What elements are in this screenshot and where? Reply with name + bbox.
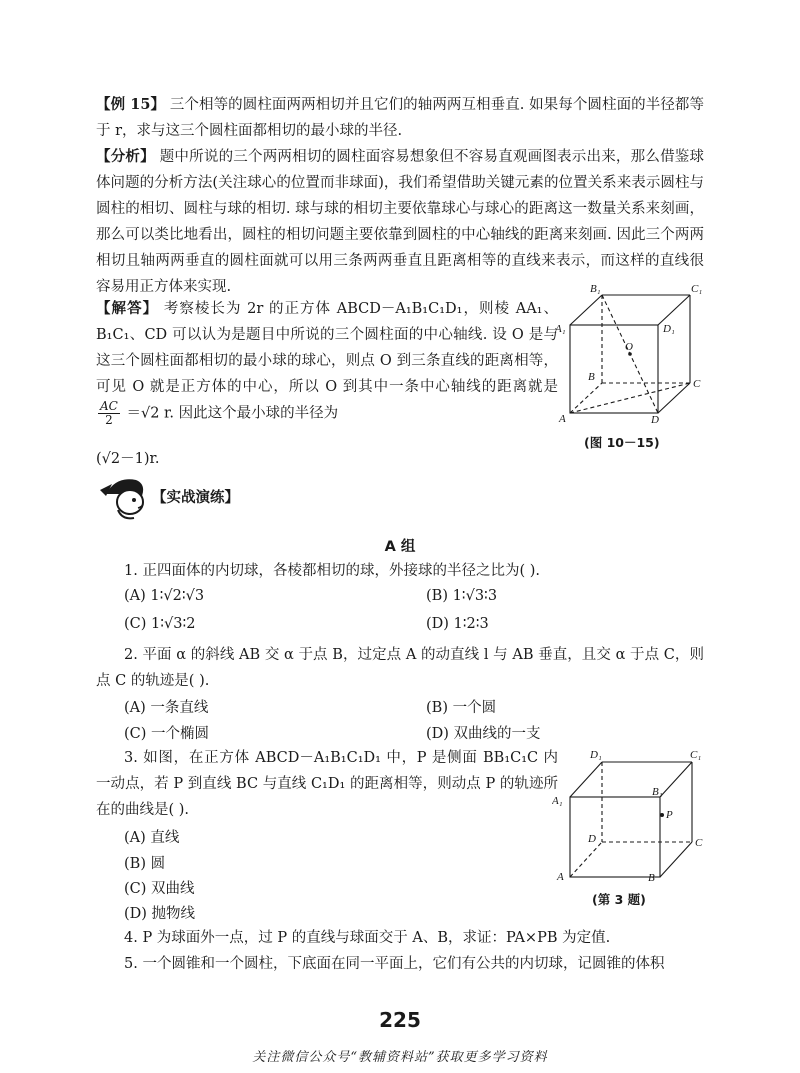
cube-figure-question-3	[552, 742, 707, 882]
example-15	[96, 92, 704, 144]
edge-b1-c1	[660, 762, 692, 797]
question-2-stem: 2. 平面 α 的斜线 AB 交 α 于点 B，过定点 A 的动直线 l 与 AB 垂直，且交 α 于点 C，则点 C 的轨迹是( ).	[96, 647, 704, 689]
label-b1: B₁	[652, 786, 663, 798]
label-a1: A₁	[552, 795, 563, 807]
q3-option-d: (D) 抛物线	[124, 906, 196, 922]
cube-front-face	[570, 325, 658, 413]
label-b1: B₁	[590, 283, 601, 295]
mascot-icon	[96, 474, 154, 522]
cube-figure-10-15	[555, 280, 705, 425]
q2-option-a: (A) 一条直线	[124, 700, 209, 716]
example-text: 三个相等的圆柱面两两相切并且它们的轴两两互相垂直. 如果每个圆柱面的半径都等于 r，求与这三个圆柱面都相切的最小球的半径.	[96, 97, 705, 139]
q1-option-a: (A) 1∶√2∶√3	[124, 588, 205, 604]
question-5-stem: 5. 一个圆锥和一个圆柱，下底面在同一平面上，它们有公共的内切球，记圆锥的体积	[124, 956, 665, 972]
label-d1: D₁	[590, 749, 602, 761]
page-number: 225	[379, 1008, 421, 1032]
analysis-text: 题中所说的三个两两相切的圆柱面容易想象但不容易直观画图表示出来，那么借鉴球体问题的分析方法(关注球心的位置而非球面)，我们希望借助关键元素的位置关系来表示圆柱与圆柱的相切、圆柱与球的相切. 球与球的相切主要依靠球心与球心的距离这一数量关系来刻画，那么可以类比地看出，圆柱的相切问题主要依靠到圆柱的中心轴线的距离来刻画. 因此三个两两相切且轴两两垂直的圆柱面就可以用三条两两垂直且距离相等的直线来表示，而这样的直线很容易用正方体来实现.	[96, 149, 705, 295]
question-3-stem: 3. 如图，在正方体 ABCD－A₁B₁C₁D₁ 中，P 是侧面 BB₁C₁C 内一动点，若 P 到直线 BC 与直线 C₁D₁ 的距离相等，则动点 P 的轨迹所在的曲线是( ).	[96, 750, 558, 818]
q3-option-a: (A) 直线	[124, 830, 180, 846]
q2-option-d: (D) 双曲线的一支	[426, 726, 541, 742]
question-2	[96, 642, 704, 694]
edge-a-d-hidden	[570, 842, 602, 877]
label-a: A	[559, 413, 566, 425]
group-a-title: A 组	[384, 539, 416, 555]
label-o: O	[625, 341, 633, 353]
question-1	[96, 558, 704, 584]
label-c1: C₁	[691, 283, 703, 295]
q2-option-c: (C) 一个椭圆	[124, 726, 210, 742]
figure-10-15-caption: (图 10－15)	[584, 435, 660, 450]
solution-tag: 【解答】	[96, 300, 159, 317]
solution-paragraph	[96, 296, 558, 427]
point-p	[660, 813, 664, 817]
fraction-numerator: AC	[100, 399, 118, 413]
q2-option-b: (B) 一个圆	[426, 700, 497, 716]
q1-option-b: (B) 1∶√3∶3	[426, 588, 498, 604]
q3-option-b: (B) 圆	[124, 856, 166, 872]
fraction-ac-over-2	[98, 400, 120, 427]
question-3-figure-caption: (第 3 题)	[592, 892, 646, 907]
question-3	[96, 745, 558, 823]
question-4	[96, 925, 704, 951]
label-a1: A₁	[555, 323, 566, 335]
practice-section-title: 【实战演练】	[152, 490, 239, 506]
edge-a1-b1	[570, 295, 602, 325]
q1-option-d: (D) 1∶2∶3	[426, 616, 489, 632]
label-d: D	[651, 414, 659, 425]
cube-front-face	[570, 797, 660, 877]
footer-note: 关注微信公众号“教辅资料站”获取更多学习资料	[252, 1050, 548, 1065]
label-c: C	[695, 837, 703, 849]
label-c: C	[693, 378, 701, 390]
solution-text-3: (√2－1)r.	[96, 451, 160, 467]
diagonal-a-c	[570, 383, 690, 413]
edge-d1-c1	[658, 295, 690, 325]
solution-text-2: ＝√2 r. 因此这个最小球的半径为	[126, 405, 339, 422]
label-c1: C₁	[690, 749, 702, 761]
label-d1: D₁	[663, 323, 675, 335]
question-1-stem: 1. 正四面体的内切球，各棱都相切的球，外接球的半径之比为( ).	[124, 563, 540, 579]
label-p: P	[666, 809, 673, 821]
fraction-denominator: 2	[105, 413, 113, 427]
solution-text-1: 考察棱长为 2r 的正方体 ABCD－A₁B₁C₁D₁，则棱 AA₁、B₁C₁、CD 可以认为是题目中所说的三个圆柱面的中心轴线. 设 O 是与这三个圆柱面都相切的最小球的球心，则点 O 到三条直线的距离相等，可见 O 就是正方体的中心，所以 O 到其中一条中心轴线的距离就是	[96, 301, 559, 395]
label-b: B	[648, 872, 655, 882]
edge-b-c	[660, 842, 692, 877]
edge-a1-d1	[570, 762, 602, 797]
q1-option-c: (C) 1∶√3∶2	[124, 616, 196, 632]
label-a: A	[557, 871, 564, 882]
question-4-stem: 4. P 为球面外一点，过 P 的直线与球面交于 A、B，求证：PA×PB 为定值.	[124, 930, 611, 946]
question-5	[96, 951, 704, 977]
q3-option-c: (C) 双曲线	[124, 881, 195, 897]
label-b: B	[588, 371, 595, 383]
analysis-tag: 【分析】	[96, 148, 155, 165]
label-d: D	[588, 833, 596, 845]
example-tag: 【例 15】	[96, 96, 166, 113]
analysis-paragraph	[96, 144, 704, 300]
